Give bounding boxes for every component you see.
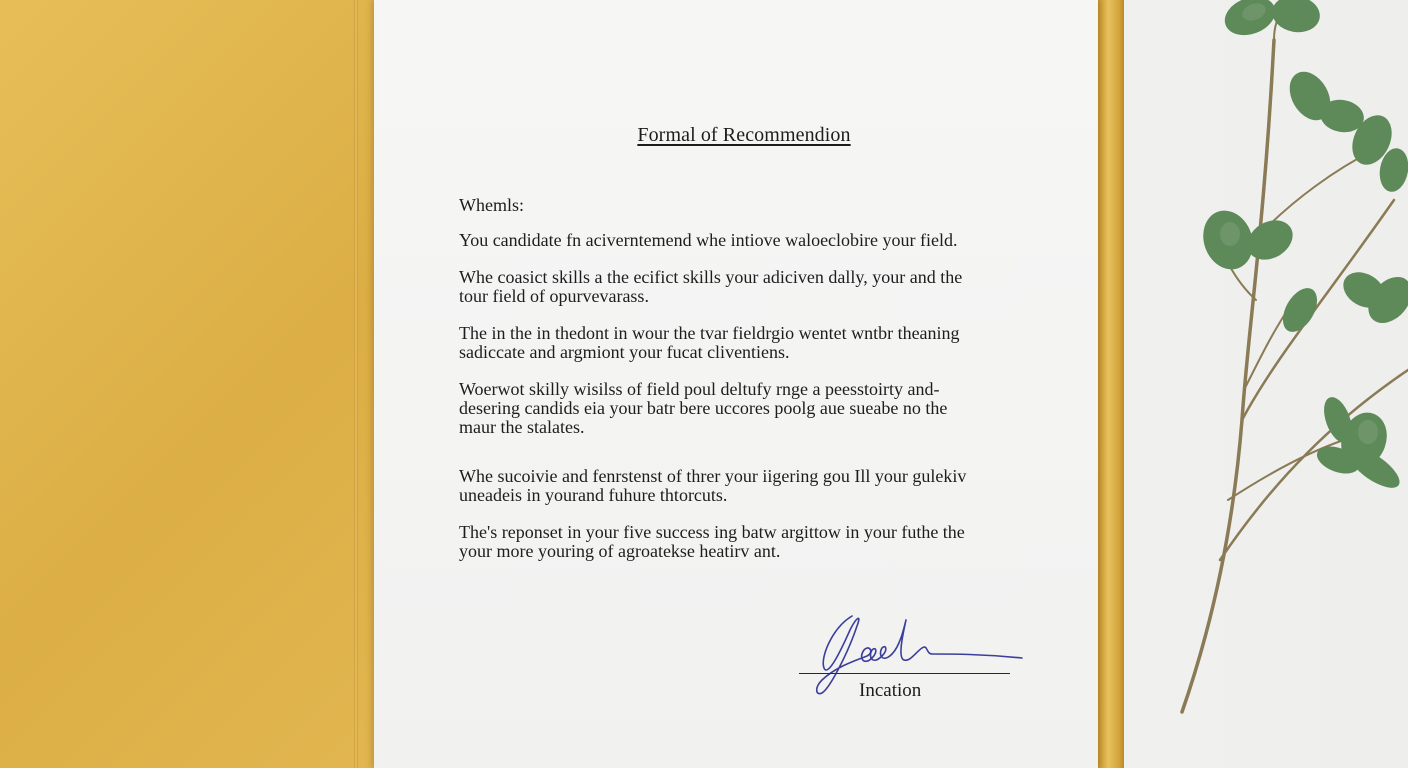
paragraph-line: sadiccate and argmiont your fucat cliventiens. — [459, 342, 790, 362]
letter-salutation: Whemls: — [459, 195, 524, 215]
letter-paragraph-5 — [459, 467, 1019, 505]
eucalyptus-sprig-icon — [1124, 0, 1408, 768]
signatory-name: Incation — [859, 680, 922, 701]
handwritten-signature-icon — [812, 608, 1032, 703]
paragraph-line: The's reponset in your five success ing batw argittow in your futhe the — [459, 522, 965, 542]
paragraph-line: Woerwot skilly wisilss of field poul deltufy rnge a peesstoirty and- — [459, 379, 940, 399]
letter-page — [374, 0, 1098, 768]
paragraph-line: maur the stalates. — [459, 417, 585, 437]
paragraph-line: uneadeis in yourand fuhure thtorcuts. — [459, 485, 728, 505]
signature-line — [799, 673, 1010, 674]
paragraph-line: tour field of opurvevarass. — [459, 286, 649, 306]
letter-paragraph-4 — [459, 380, 1019, 437]
folder-crease — [354, 0, 358, 768]
folder-right-edge — [1098, 0, 1124, 768]
letter-paragraph-1 — [459, 231, 1019, 250]
letter-paragraph-3 — [459, 324, 1019, 362]
letter-paragraph-2 — [459, 268, 1019, 306]
paragraph-line: Whe coasict skills a the ecifict skills your adiciven dally, your and the — [459, 267, 963, 287]
paragraph-line: desering candids eia your batr bere uccores poolg aue sueabe no the — [459, 398, 948, 418]
letter-title: Formal of Recommendion — [637, 124, 851, 146]
paragraph-line: your more youring of agroatekse heatirv ant. — [459, 541, 781, 561]
paragraph-line: Whe sucoivie and fenrstenst of threr your iigering gou Ill your gulekiv — [459, 466, 967, 486]
letter-paragraph-6 — [459, 523, 1019, 561]
letter-body — [459, 124, 1019, 579]
paragraph-line: You candidate fn aciverntemend whe intiove waloeclobire your field. — [459, 230, 958, 250]
paragraph-line: The in the in thedont in wour the tvar fieldrgio wentet wntbr theaning — [459, 323, 960, 343]
